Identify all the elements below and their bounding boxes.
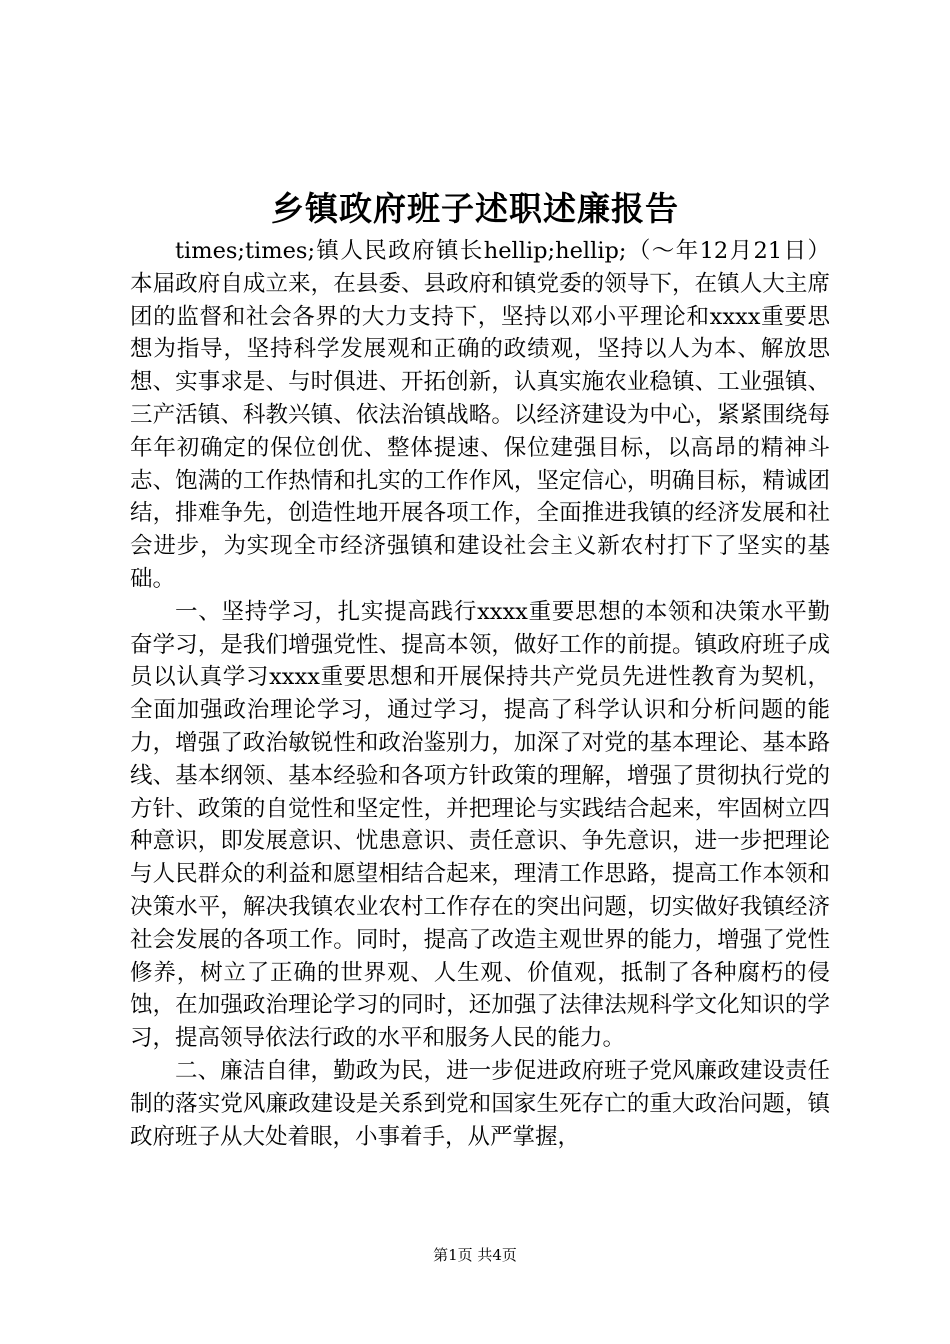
page-number-footer: 第1页 共4页 [433, 1246, 517, 1264]
paragraph-section-2: 二、廉洁自律，勤政为民，进一步促进政府班子党风廉政建设责任制的落实党风廉政建设是关系到党和国家生死存亡的重大政治问题，镇政府班子从大处着眼，小事着手，从严掌握， [130, 1057, 830, 1150]
document-body [130, 235, 830, 1153]
document-title: 乡镇政府班子述职述廉报告 [271, 189, 679, 228]
paragraph-intro: times;times;镇人民政府镇长hellip;hellip;（～年12月21日）本届政府自成立来，在县委、县政府和镇党委的领导下，在镇人大主席团的监督和社会各界的大力支持下，坚持以邓小平理论和xxxx重要思想为指导，坚持科学发展观和正确的政绩观，坚持以人为本、解放思想、实事求是、与时俱进、开拓创新，认真实施农业稳镇、工业强镇、三产活镇、科教兴镇、依法治镇战略。以经济建设为中心，紧紧围绕每年年初确定的保位创优、整体提速、保位建强目标，以高昂的精神斗志、饱满的工作热情和扎实的工作作风，坚定信心，明确目标，精诚团结，排难争先，创造性地开展各项工作，全面推进我镇的经济发展和社会进步，为实现全市经济强镇和建设社会主义新农村打下了坚实的基础。 [130, 238, 830, 592]
paragraph-section-1: 一、坚持学习，扎实提高践行xxxx重要思想的本领和决策水平勤奋学习，是我们增强党性、提高本领，做好工作的前提。镇政府班子成员以认真学习xxxx重要思想和开展保持共产党员先进性教育为契机，全面加强政治理论学习，通过学习，提高了科学认识和分析问题的能力，增强了政治敏锐性和政治鉴别力，加深了对党的基本理论、基本路线、基本纲领、基本经验和各项方针政策的理解，增强了贯彻执行党的方针、政策的自觉性和坚定性，并把理论与实践结合起来，牢固树立四种意识，即发展意识、忧患意识、责任意识、争先意识，进一步把理论与人民群众的利益和愿望相结合起来，理清工作思路，提高工作本领和决策水平，解决我镇农业农村工作存在的突出问题，切实做好我镇经济社会发展的各项工作。同时，提高了改造主观世界的能力，增强了党性修养，树立了正确的世界观、人生观、价值观，抵制了各种腐朽的侵蚀，在加强政治理论学习的同时，还加强了法律法规科学文化知识的学习，提高领导依法行政的水平和服务人民的能力。 [130, 598, 830, 1052]
